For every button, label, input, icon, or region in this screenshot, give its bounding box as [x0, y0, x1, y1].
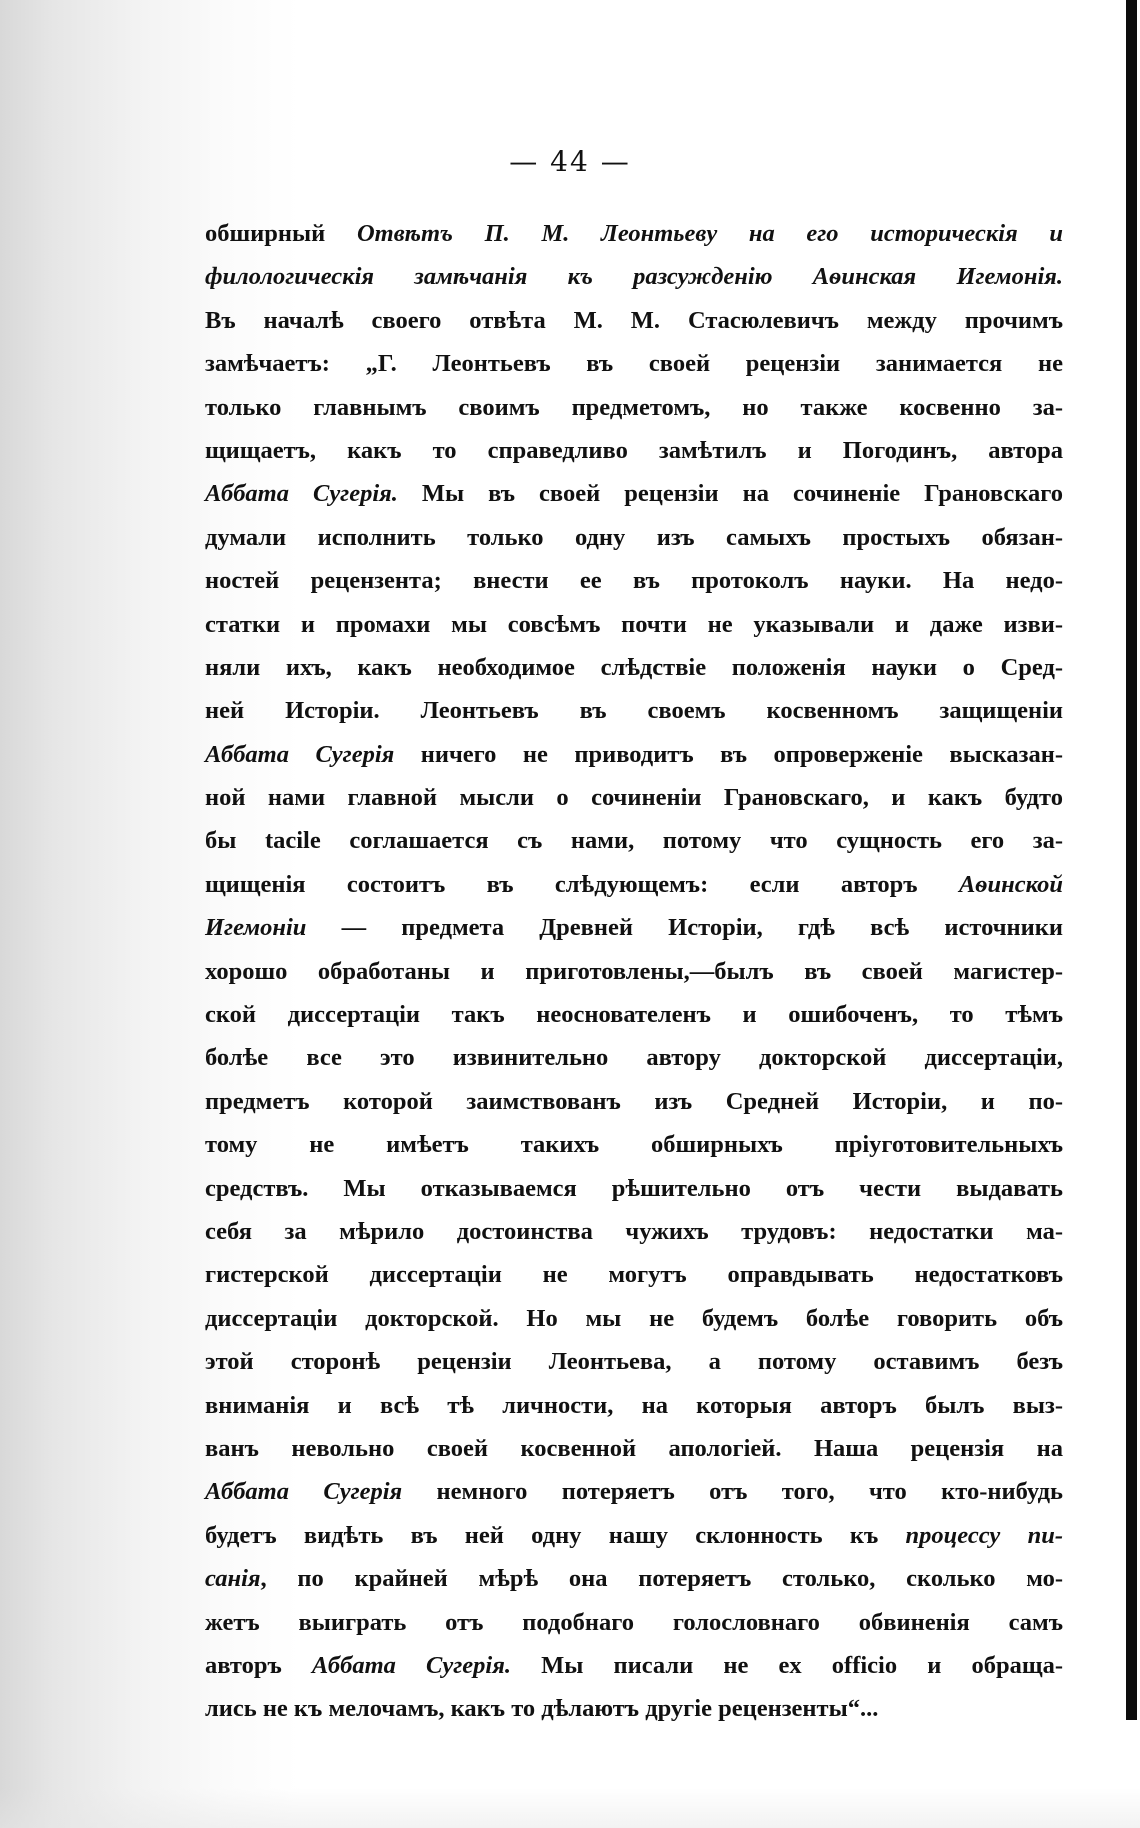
text-run: няли ихъ, какъ необходимое слѣдствіе положенія науки о Сред- [205, 653, 1063, 681]
text-run: ной нами главной мысли о сочиненіи Грановскаго, и какъ будто [205, 784, 1063, 812]
text-line [205, 1687, 1063, 1730]
text-line [205, 689, 1063, 732]
text-line [205, 386, 1063, 429]
text-run: ностей рецензента; внести ее въ протоколъ науки. На недо- [205, 567, 1063, 595]
text-run: жетъ выиграть отъ подобнаго голословнаго обвиненія самъ [205, 1608, 1063, 1636]
text-line [205, 819, 1063, 862]
text-run: лись не къ мелочамъ, какъ то дѣлаютъ другіе рецензенты“... [205, 1695, 879, 1723]
text-line [205, 603, 1063, 646]
text-line [205, 1036, 1063, 1079]
text-run: ней Исторіи. Леонтьевъ въ своемъ косвенномъ защищеніи [205, 697, 1063, 725]
text-run: Мы въ своей рецензіи на сочиненіе Грановскаго [397, 480, 1063, 508]
italic-text-run: Аббата Сугерія [205, 1478, 403, 1506]
text-line [205, 255, 1063, 298]
text-line [205, 863, 1063, 906]
text-run: , по крайней мѣрѣ она потеряетъ столько, сколько мо- [260, 1565, 1063, 1593]
text-run: немного потеряетъ отъ того, что кто-нибудь [402, 1478, 1063, 1506]
text-run: авторъ [205, 1651, 312, 1679]
text-line [205, 516, 1063, 559]
italic-text-run: санія [205, 1565, 261, 1593]
text-run: Мы писали не ex officio и обраща- [510, 1651, 1063, 1679]
text-run: будетъ видѣть въ ней одну нашу склонность къ [205, 1521, 906, 1549]
italic-text-run: процессу пи- [905, 1521, 1063, 1549]
text-run: вниманія и всѣ тѣ личности, на которыя авторъ былъ выз- [205, 1391, 1063, 1419]
text-line [205, 559, 1063, 602]
text-line [205, 1384, 1063, 1427]
text-run: этой сторонѣ рецензіи Леонтьева, а потому оставимъ безъ [205, 1348, 1063, 1376]
text-run: себя за мѣрило достоинства чужихъ трудовъ: недостатки ма- [205, 1217, 1063, 1245]
italic-text-run: Отвѣтъ П. М. Леонтьеву на его историческія и [356, 220, 1063, 247]
text-line [205, 1644, 1063, 1687]
text-run: — предмета Древней Исторіи, гдѣ всѣ источники [306, 914, 1063, 942]
italic-text-run: Аѳинской [958, 870, 1063, 898]
scan-binding-edge [1126, 0, 1140, 1828]
italic-text-run: Игемоніи [205, 914, 307, 942]
text-line [205, 1340, 1063, 1383]
text-line [205, 646, 1063, 689]
text-run: ской диссертаціи такъ неоснователенъ и ошибоченъ, то тѣмъ [205, 1001, 1063, 1029]
text-run: хорошо обработаны и приготовлены,—былъ въ своей магистер- [205, 957, 1063, 985]
scan-dark-bar [1126, 0, 1137, 1720]
text-line [205, 993, 1063, 1036]
text-line [205, 1253, 1063, 1296]
italic-text-run: Аббата Сугерія [205, 740, 395, 768]
text-run: обширный [205, 220, 357, 247]
text-run: замѣчаетъ: „Г. Леонтьевъ въ своей рецензіи занимается не [205, 350, 1063, 378]
text-line [205, 342, 1063, 385]
text-run: ванъ невольно своей косвенной апологіей. Наша рецензія на [205, 1434, 1063, 1462]
text-line [205, 1297, 1063, 1340]
text-line [205, 906, 1063, 949]
text-run: статки и промахи мы совсѣмъ почти не указывали и даже изви- [205, 610, 1063, 638]
text-line [205, 212, 1063, 255]
text-run: тому не имѣетъ такихъ обширныхъ пріуготовительныхъ [205, 1131, 1063, 1159]
italic-text-run: филологическія замѣчанія къ разсужденію Аѳинская Игемонія. [205, 263, 1063, 291]
text-line [205, 950, 1063, 993]
text-line [205, 1470, 1063, 1513]
text-run: диссертаціи докторской. Но мы не будемъ болѣе говорить объ [205, 1304, 1063, 1332]
text-line [205, 1123, 1063, 1166]
text-line [205, 1210, 1063, 1253]
page-number: — 44 — [509, 145, 631, 178]
italic-text-run: Аббата Сугерія. [311, 1651, 511, 1679]
text-run: Въ началѣ своего отвѣта М. М. Стасюлевичъ между прочимъ [205, 306, 1063, 334]
text-line [205, 733, 1063, 776]
text-run: гистерской диссертаціи не могутъ оправдывать недостатковъ [205, 1261, 1063, 1289]
text-run: предметъ которой заимствованъ изъ Средней Исторіи, и по- [205, 1087, 1063, 1115]
text-run: ничего не приводитъ въ опроверженіе высказан- [394, 740, 1063, 768]
text-line [205, 1601, 1063, 1644]
text-line [205, 299, 1063, 342]
text-line [205, 776, 1063, 819]
text-line [205, 1514, 1063, 1557]
text-run: щищенія состоитъ въ слѣдующемъ: если авторъ [205, 870, 959, 898]
text-run: бы tacile соглашается съ нами, потому что сущность его за- [205, 827, 1063, 855]
text-run: думали исполнить только одну изъ самыхъ простыхъ обязан- [205, 523, 1063, 551]
text-line [205, 1427, 1063, 1470]
text-run: только главнымъ своимъ предметомъ, но также косвенно за- [205, 393, 1063, 421]
text-run: средствъ. Мы отказываемся рѣшительно отъ чести выдавать [205, 1174, 1063, 1202]
scan-bottom-fade [0, 1788, 1140, 1828]
text-line [205, 1080, 1063, 1123]
text-line [205, 429, 1063, 472]
italic-text-run: Аббата Сугерія. [205, 480, 398, 508]
text-line [205, 472, 1063, 515]
text-run: болѣе все это извинительно автору докторской диссертаціи, [205, 1044, 1063, 1072]
text-line [205, 1557, 1063, 1600]
body-text [205, 212, 1063, 1731]
text-run: щищаетъ, какъ то справедливо замѣтилъ и Погодинъ, автора [205, 436, 1063, 464]
text-line [205, 1167, 1063, 1210]
